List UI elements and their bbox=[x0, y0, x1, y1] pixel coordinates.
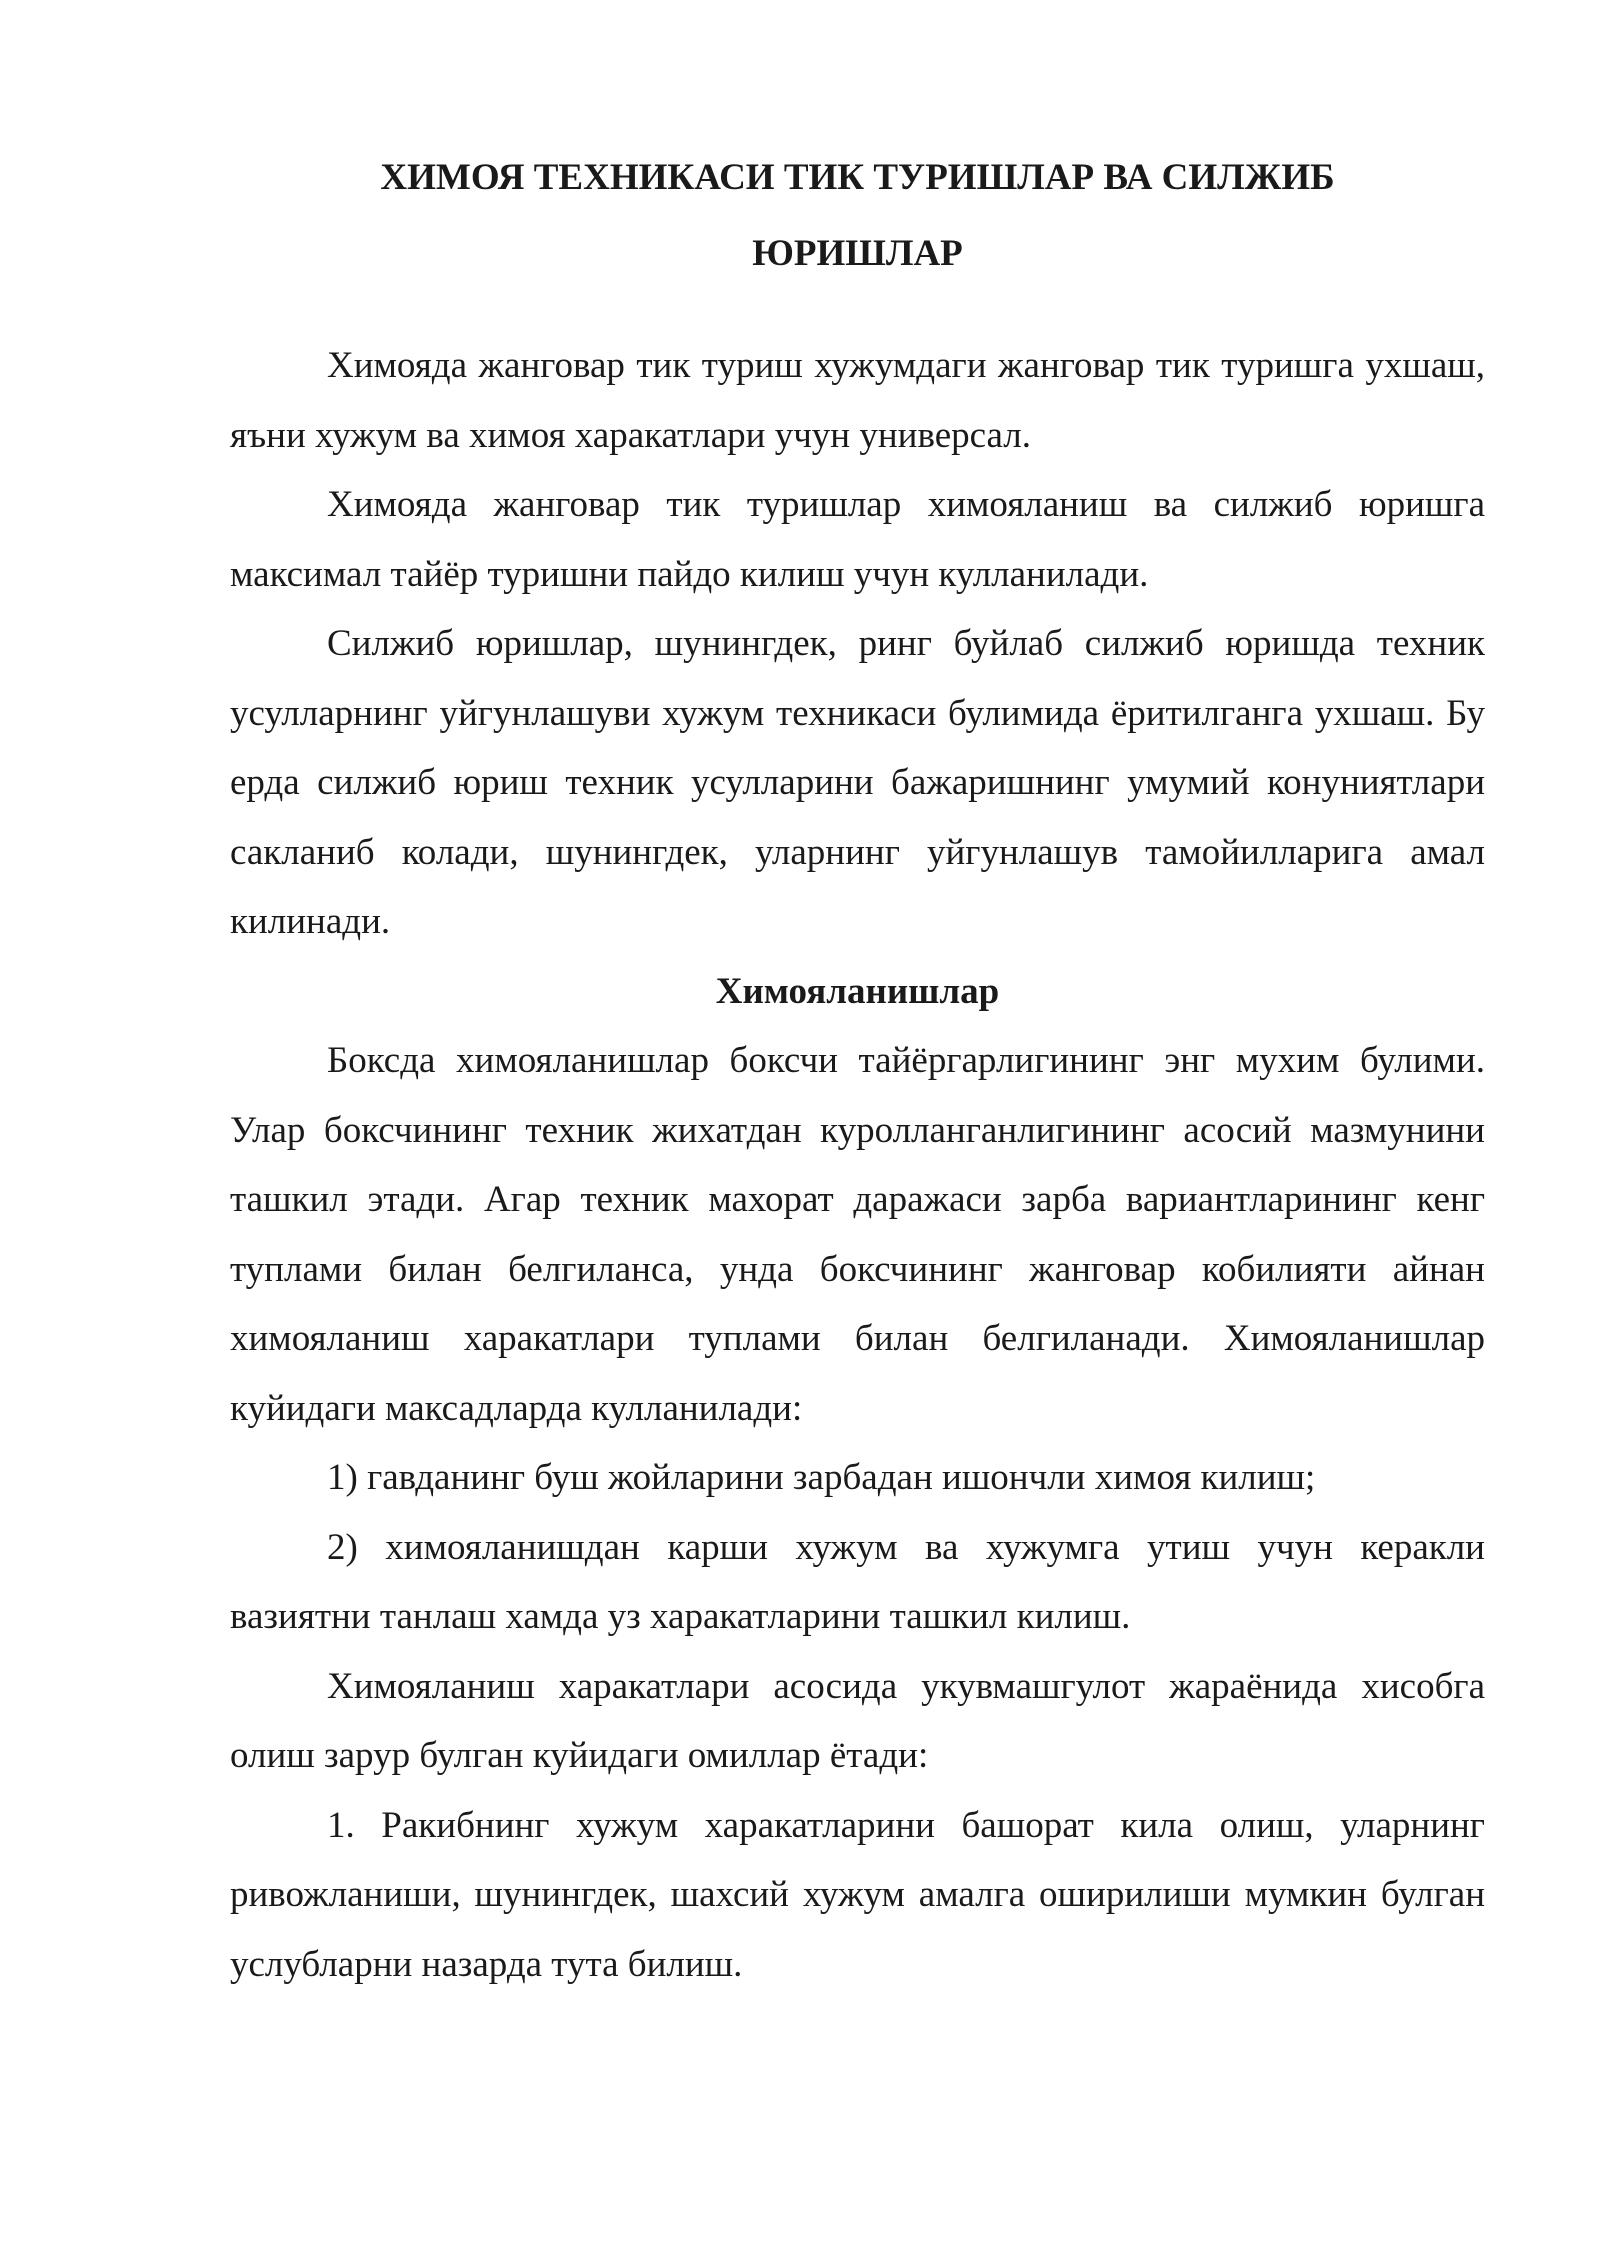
numbered-item-1: 1. Ракибнинг хужум харакатларини башорат кила олиш, уларнинг ривожланиши, шунингдек, шахсий хужум амалга оширилиши мумкин булган услубларни назарда тута билиш. bbox=[230, 1804, 1485, 1985]
paragraph-section-2: Химояланиш харакатлари асосида укувмашгулот жараёнида хисобга олиш зарур булган куйидаги омиллар ётади: bbox=[230, 1665, 1485, 1776]
paragraph-intro-3: Силжиб юришлар, шунингдек, ринг буйлаб силжиб юришда техник усулларнинг уйгунлашуви хужум техникаси булимида ёритилганга ухшаш. Бу ерда силжиб юриш техник усулларини бажаришнинг умумий конуниятлари сакланиб колади, шунингдек, уларнинг уйгунлашув тамойилларига амал килинади. bbox=[230, 623, 1485, 942]
document-title bbox=[230, 140, 1485, 292]
section-heading: Химояланишлар bbox=[715, 970, 1000, 1012]
paragraph-intro-1: Химояда жанговар тик туриш хужумдаги жанговар тик туришга ухшаш, яъни хужум ва химоя харакатлари учун универсал. bbox=[230, 345, 1485, 456]
list-item-1: 1) гавданинг буш жойларини зарбадан ишончли химоя килиш; bbox=[327, 1457, 1316, 1498]
title-line-2: ЮРИШЛАР bbox=[752, 233, 963, 274]
paragraph-section-1: Боксда химояланишлар боксчи тайёргарлигининг энг мухим булими. Улар боксчининг техник жихатдан куролланганлигининг асосий мазмунини ташкил этади. Агар техник махорат даражаси зарба вариантларининг кенг туплами билан белгиланса, унда боксчининг жанговар кобилияти айнан химояланиш харакатлари туплами билан белгиланади. Химояланишлар куйидаги максадларда кулланилади: bbox=[230, 1040, 1485, 1429]
title-line-1: ХИМОЯ ТЕХНИКАСИ ТИК ТУРИШЛАР ВА СИЛЖИБ bbox=[380, 157, 1335, 198]
list-item-2: 2) химояланишдан карши хужум ва хужумга утиш учун керакли вазиятни танлаш хамда уз харакатларини ташкил килиш. bbox=[230, 1526, 1485, 1637]
document-body bbox=[230, 140, 1485, 1999]
paragraph-intro-2: Химояда жанговар тик туришлар химояланиш ва силжиб юришга максимал тайёр туришни пайдо килиш учун кулланилади. bbox=[230, 484, 1485, 595]
